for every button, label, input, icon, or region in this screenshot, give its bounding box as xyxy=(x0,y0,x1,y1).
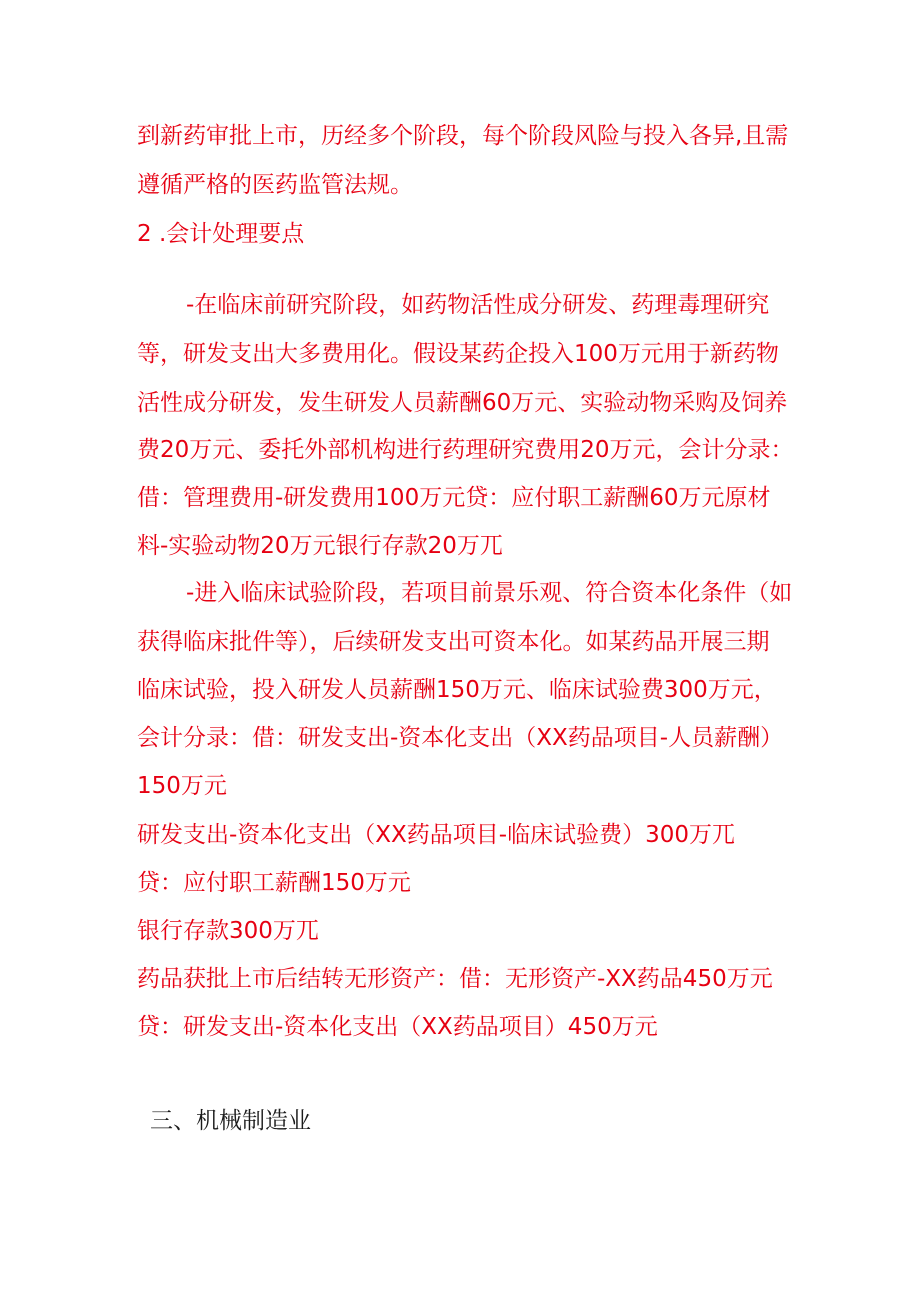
paragraph2-line-8: 银行存款300万兀 xyxy=(137,918,319,944)
paragraph2-line-9: 药品获批上市后结转无形资产：借：无形资产-XX药品450万元 xyxy=(137,966,773,992)
paragraph2-line-4: 会计分录：借：研发支出-资本化支出（XX药品项目-人员薪酬） xyxy=(137,725,784,751)
paragraph1-line-2: 等，研发支出大多费用化。假设某药企投入100万元用于新药物 xyxy=(137,341,779,367)
intro-line-1: 到新药审批上市，历经多个阶段，每个阶段风险与投入各异,且需 xyxy=(137,123,789,149)
chapter-heading: 三、机械制造业 xyxy=(150,1108,311,1134)
paragraph2-line-10: 贷：研发支出-资本化支出（XX药品项目）450万元 xyxy=(137,1014,658,1040)
paragraph1-line-3: 活性成分研发，发生研发人员薪酬60万元、实验动物采购及饲养 xyxy=(137,390,788,416)
paragraph2-line-6: 研发支出-资本化支出（XX药品项目-临床试验费）300万兀 xyxy=(137,822,736,848)
paragraph2-line-5: 150万元 xyxy=(137,773,227,799)
paragraph1-line-5: 借：管理费用-研发费用100万元贷：应付职工薪酬60万元原材 xyxy=(137,485,771,511)
paragraph2-line-1: -进入临床试验阶段，若项目前景乐观、符合资本化条件（如 xyxy=(186,580,793,606)
paragraph1-line-1: -在临床前研究阶段，如药物活性成分研发、药理毒理研究 xyxy=(186,292,770,318)
paragraph1-line-4: 费20万元、委托外部机构进行药理研究费用20万元，会计分录： xyxy=(137,437,794,463)
paragraph2-line-2: 获得临床批件等），后续研发支出可资本化。如某药品开展三期 xyxy=(137,629,770,655)
intro-line-2: 遵循严格的医药监管法规。 xyxy=(137,172,413,198)
section-heading: 2 .会计处理要点 xyxy=(137,221,305,247)
paragraph1-line-6: 料-实验动物20万元银行存款20万兀 xyxy=(137,533,503,559)
paragraph2-line-3: 临床试验，投入研发人员薪酬150万元、临床试验费300万元， xyxy=(137,677,777,703)
paragraph2-line-7: 贷：应付职工薪酬150万元 xyxy=(137,870,411,896)
